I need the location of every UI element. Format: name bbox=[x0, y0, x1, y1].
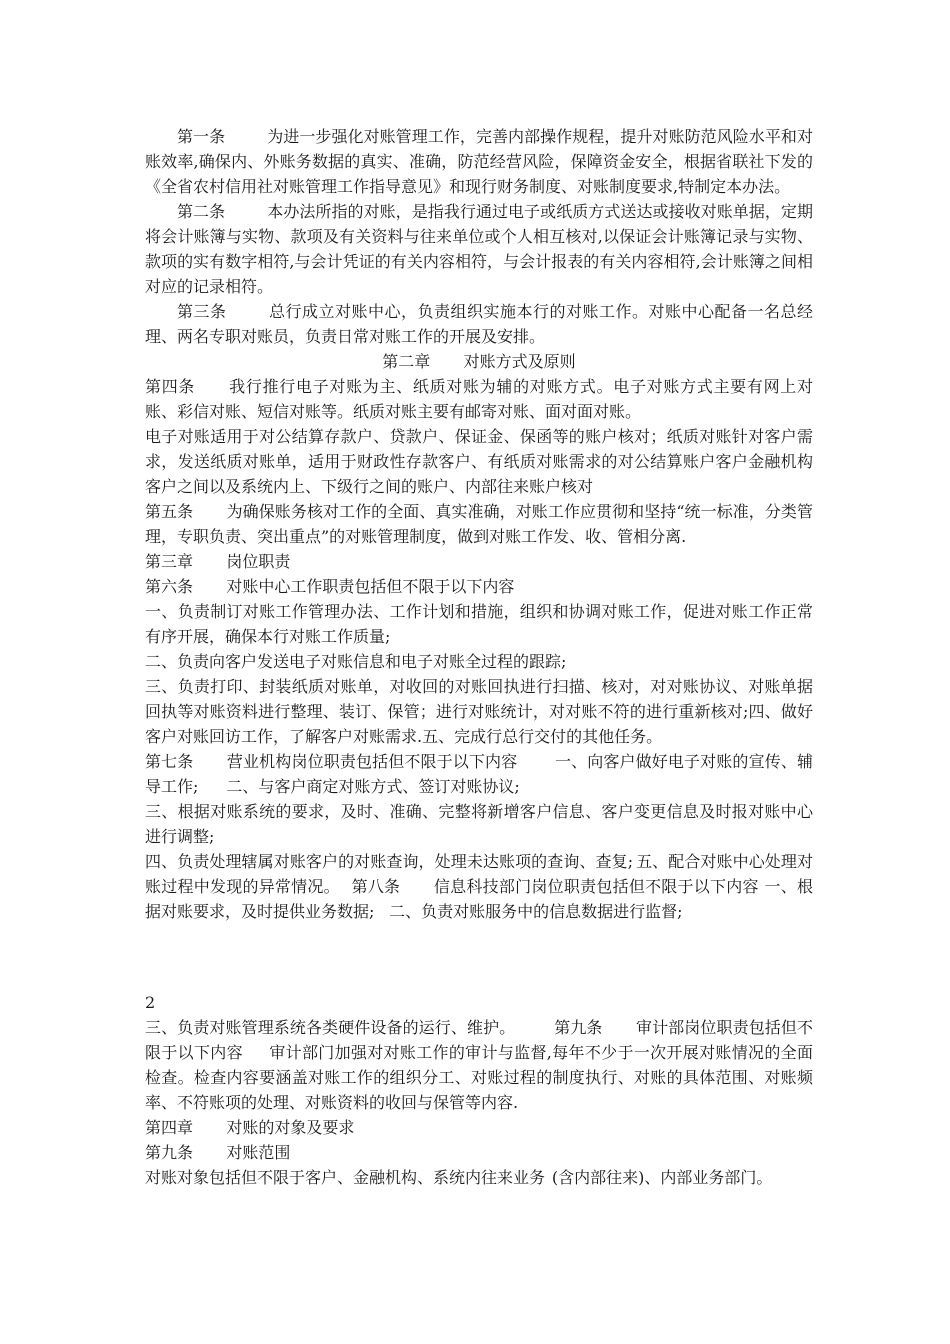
paragraph-electronic-reconciliation: 电子对账适用于对公结算存款户、贷款户、保证金、保函等的账户核对；纸质对账针对客户需求，发送纸质对账单，适用于财政性存款客户、有纸质对账需求的对公结算账户客户金融机构客户之间以及系统内上、下级行之间的账户、内部往来账户核对 bbox=[145, 427, 813, 496]
article-5: 第五条 为确保账务核对工作的全面、真实准确，对账工作应贯彻和坚持“统一标准，分类管理，专职负责、突出重点”的对账管理制度，做到对账工作发、收、管相分离. bbox=[145, 502, 813, 546]
article-7-item-3: 三、根据对账系统的要求，及时、准确、完整将新增客户信息、客户变更信息及时报对账中心进行调整; bbox=[145, 802, 813, 846]
article-8-item-3-article-9: 三、负责对账管理系统各类硬件设备的运行、维护。 第九条 审计部岗位职责包括但不限于以下内容 审计部门加强对对账工作的审计与监督,每年不少于一次开展对账情况的全面检查。检查内容要涵盖对账工作的组织分工、对账过程的制度执行、对账的具体范围、对账频率、不符账项的处理、对账资料的收回与保管等内容. bbox=[145, 1018, 813, 1112]
article-1: 第一条 为进一步强化对账管理工作，完善内部操作规程，提升对账防范风险水平和对账效率,确保内、外账务数据的真实、准确，防范经营风险，保障资金安全，根据省联社下发的《全省农村信用社对账管理工作指导意见》和现行财务制度、对账制度要求,特制定本办法。 bbox=[145, 127, 813, 196]
article-2: 第二条 本办法所指的对账，是指我行通过电子或纸质方式送达或接收对账单据，定期将会计账簿与实物、款项及有关资料与往来单位或个人相互核对,以保证会计账簿记录与实物、款项的实有数字相符,与会计凭证的有关内容相符，与会计报表的有关内容相符,会计账簿之间相对应的记录相符。 bbox=[145, 202, 813, 296]
article-7: 第七条 营业机构岗位职责包括但不限于以下内容 一、向客户做好电子对账的宣传、辅导工作; 二、与客户商定对账方式、签订对账协议; bbox=[145, 752, 813, 796]
document-page bbox=[145, 124, 813, 1190]
article-3: 第三条 总行成立对账中心，负责组织实施本行的对账工作。对账中心配备一名总经理、两名专职对账员，负责日常对账工作的开展及安排。 bbox=[145, 302, 813, 346]
reconciliation-objects: 对账对象包括但不限于客户、金融机构、系统内往来业务 (含内部往来)、内部业务部门。 bbox=[145, 1168, 773, 1187]
duty-item-2: 二、负责向客户发送电子对账信息和电子对账全过程的跟踪; bbox=[145, 652, 567, 671]
article-6: 第六条 对账中心工作职责包括但不限于以下内容 bbox=[145, 577, 515, 596]
chapter-2-heading: 第二章 对账方式及原则 bbox=[382, 352, 576, 371]
chapter-4-heading: 第四章 对账的对象及要求 bbox=[145, 1118, 355, 1137]
article-7-item-4-article-8: 四、负责处理辖属对账客户的对账查询，处理未达账项的查询、查复; 五、配合对账中心处理对账过程中发现的异常情况。 第八条 信息科技部门岗位职责包括但不限于以下内容 一、根据对账要求，及时提供业务数据; 二、负责对账服务中的信息数据进行监督; bbox=[145, 852, 813, 921]
page-number: 2 bbox=[145, 993, 156, 1012]
page-break-gap bbox=[145, 924, 813, 990]
duty-item-1: 一、负责制订对账工作管理办法、工作计划和措施，组织和协调对账工作，促进对账工作正常有序开展，确保本行对账工作质量; bbox=[145, 602, 813, 646]
chapter-3-heading: 第三章 岗位职责 bbox=[145, 552, 291, 571]
article-9-scope: 第九条 对账范围 bbox=[145, 1143, 291, 1162]
duty-item-3: 三、负责打印、封装纸质对账单，对收回的对账回执进行扫描、核对，对对账协议、对账单据回执等对账资料进行整理、装订、保管；进行对账统计，对对账不符的进行重新核对;四、做好客户对账回访工作，了解客户对账需求.五、完成行总行交付的其他任务。 bbox=[145, 677, 813, 746]
article-4: 第四条 我行推行电子对账为主、纸质对账为辅的对账方式。电子对账方式主要有网上对账、彩信对账、短信对账等。纸质对账主要有邮寄对账、面对面对账。 bbox=[145, 377, 813, 421]
